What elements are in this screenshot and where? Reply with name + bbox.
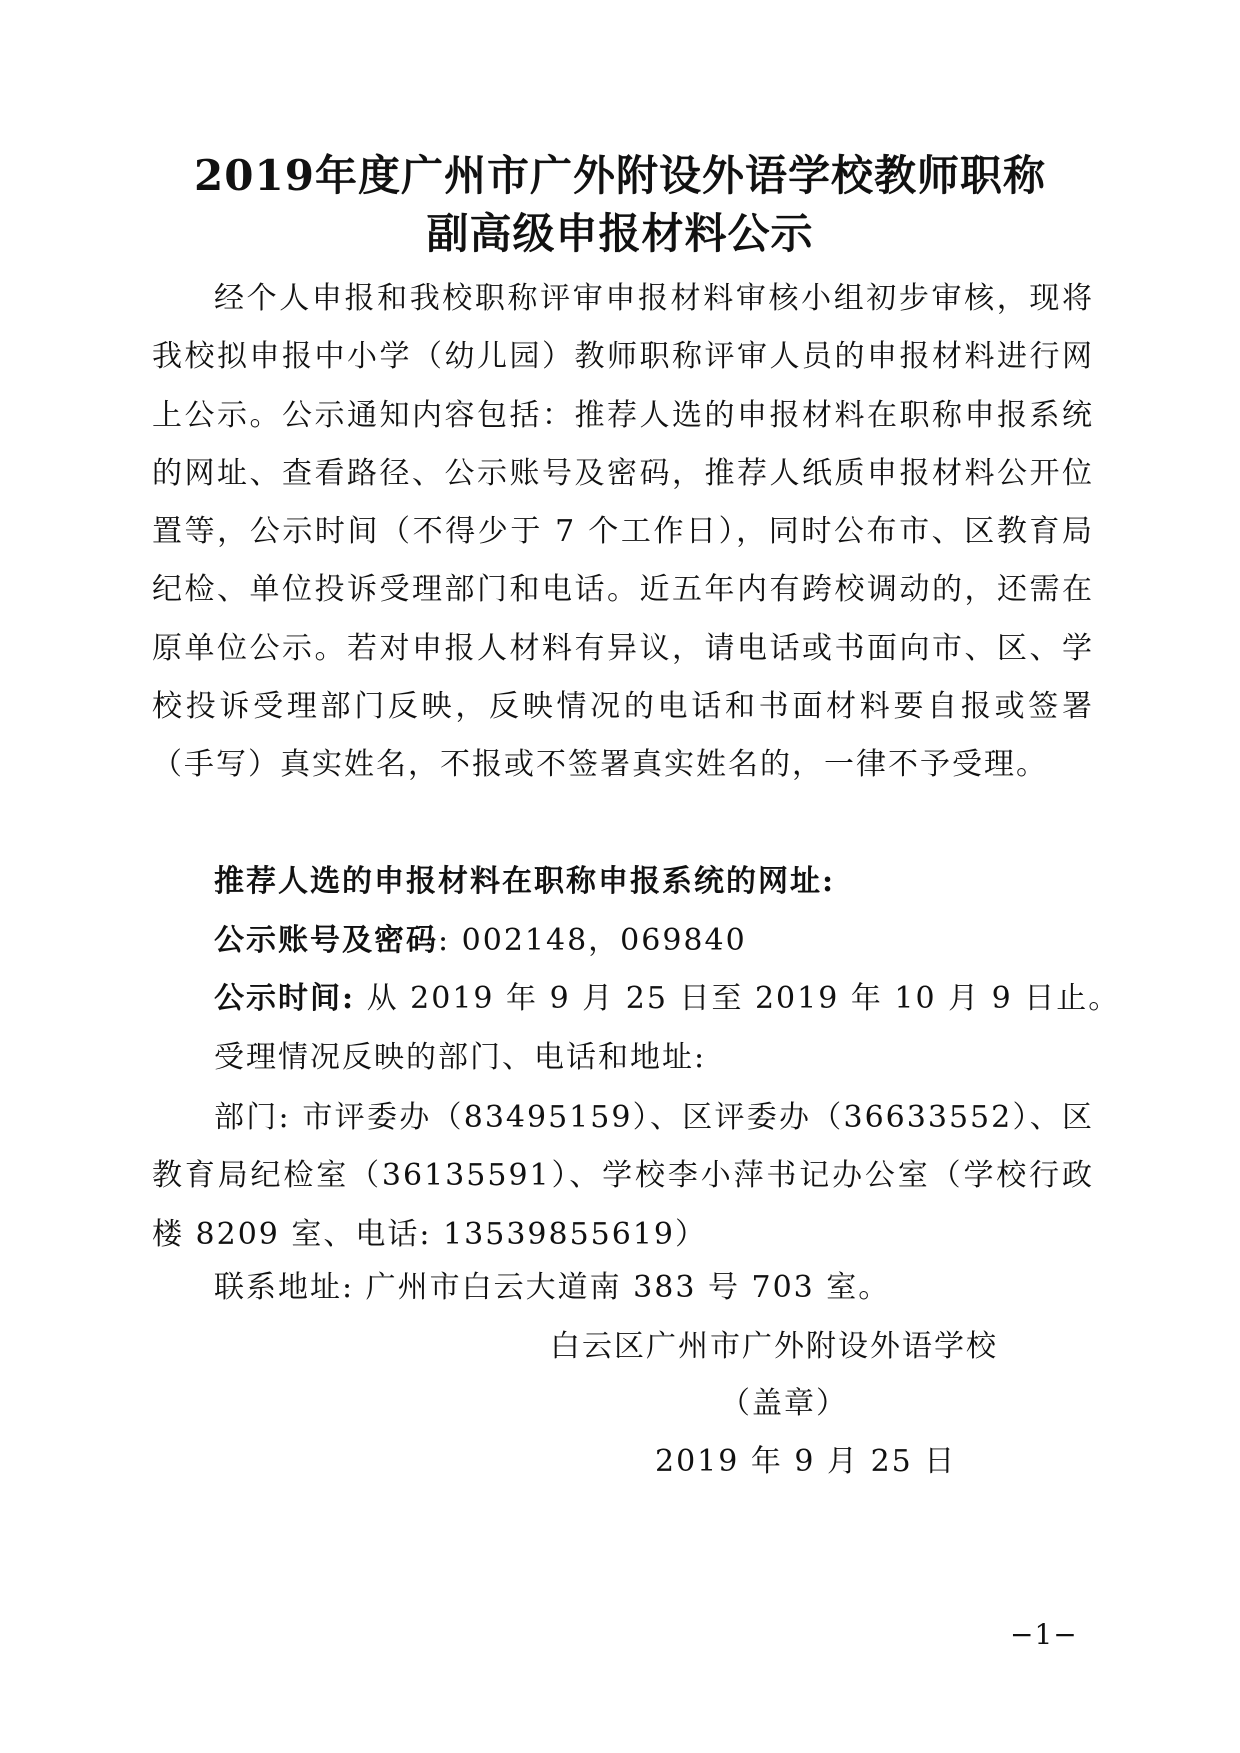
time-line: [152, 979, 1121, 1019]
signature-seal: （盖章）: [720, 1386, 848, 1421]
departments-text: 部门: 市评委办（83495159）、区评委办（36633552）、区教育局纪检室（36135591）、学校李小萍书记办公室（学校行政楼 8209 室、电话: 13539855619）: [152, 1100, 1094, 1252]
signature-school: 白云区广州市广外附设外语学校: [550, 1329, 998, 1364]
account-value: : 002148，069840: [438, 923, 747, 958]
document-title-line-1: 2019年度广州市广外附设外语学校教师职称: [194, 151, 1046, 200]
departments-heading: 受理情况反映的部门、电话和地址:: [214, 1040, 707, 1075]
intro-paragraph: 经个人申报和我校职称评审申报材料审核小组初步审核，现将我校拟申报中小学（幼儿园）教师职称评审人员的申报材料进行网上公示。公示通知内容包括：推荐人选的申报材料在职称申报系统的网址、查看路径、公示账号及密码，推荐人纸质申报材料公开位置等，公示时间（不得少于 7 个工作日），同时公布市、区教育局纪检、单位投诉受理部门和电话。近五年内有跨校调动的，还需在原单位公示。若对申报人材料有异议，请电话或书面向市、区、学校投诉受理部门反映，反映情况的电话和书面材料要自报或签署（手写）真实姓名，不报或不签署真实姓名的，一律不予受理。: [152, 281, 1094, 783]
time-value: 从 2019 年 9 月 25 日至 2019 年 10 月 9 日止。: [355, 981, 1121, 1016]
account-line: [152, 921, 1094, 961]
page-number: −1−: [1010, 1618, 1078, 1651]
contact-address: 联系地址: 广州市白云大道南 383 号 703 室。: [214, 1270, 891, 1305]
signature-date: 2019 年 9 月 25 日: [655, 1444, 957, 1479]
time-label: 公示时间:: [214, 981, 356, 1016]
url-label: 推荐人选的申报材料在职称申报系统的网址:: [214, 864, 836, 899]
account-label: 公示账号及密码: [214, 923, 438, 958]
document-title-line-2: 副高级申报材料公示: [426, 209, 814, 258]
